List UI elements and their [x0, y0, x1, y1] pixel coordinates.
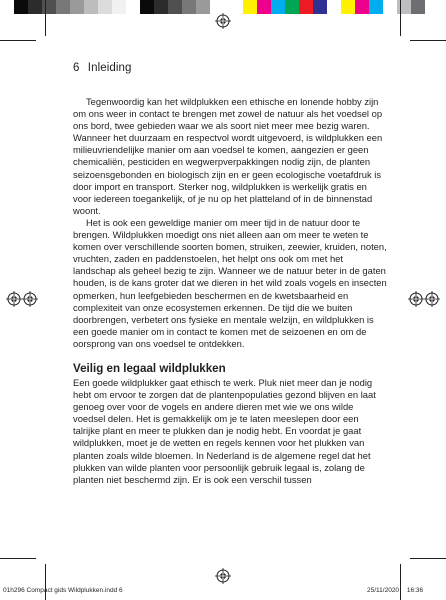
slug-time: 16:36: [406, 587, 424, 594]
crop-mark: [400, 0, 401, 36]
registration-mark-icon: [408, 291, 424, 307]
crop-mark: [410, 40, 446, 41]
color-swatch: [14, 0, 28, 14]
color-swatch: [243, 0, 257, 14]
paragraph: Het is ook een geweldige manier om meer tijd in de natuur door te brengen. Wildplukken moedigt ons niet alleen aan om meer te weten te komen over verschillende soorten bomen, struiken, zeewier, kruiden, noten, vruchten, zaden en paddenstoelen, het helpt ons ook om met het landschap als geheel bezig te zijn. Wanneer we de natuur beter in de gaten houden, is de kans groter dat we dieren in het wild zoals vogels en insecten opmerken, hun leefgebieden beschermen en de kwetsbaarheid en complexiteit van onze ecosystemen erkennen. De tijd die we buiten doorbrengen, verbetert ons fysieke en mentale welzijn, en wildplukken is een goede manier om in contact te komen met de seizoenen en om de oorsprong van ons voedsel te ontdekken.: [73, 216, 387, 349]
registration-mark-icon: [22, 291, 38, 307]
crop-mark: [400, 564, 401, 600]
page-number: 6: [73, 62, 80, 74]
color-swatch: [126, 0, 140, 14]
crop-mark: [0, 558, 36, 559]
color-swatch: [168, 0, 182, 14]
color-swatch: [112, 0, 126, 14]
color-calibration-bar-grayscale: [14, 0, 210, 14]
color-swatch: [154, 0, 168, 14]
color-swatch: [98, 0, 112, 14]
color-swatch: [313, 0, 327, 14]
registration-mark-icon: [215, 13, 231, 29]
section-heading: Veilig en legaal wildplukken: [73, 361, 226, 375]
color-swatch: [383, 0, 397, 14]
slug-filename: 01h296 Compact gids Wildplukken.indd 6: [3, 587, 123, 594]
crop-mark: [45, 564, 46, 600]
color-swatch: [341, 0, 355, 14]
color-swatch: [327, 0, 341, 14]
color-swatch: [84, 0, 98, 14]
color-swatch: [411, 0, 425, 14]
color-swatch: [257, 0, 271, 14]
color-swatch: [70, 0, 84, 14]
color-swatch: [355, 0, 369, 14]
color-swatch: [140, 0, 154, 14]
crop-mark: [45, 0, 46, 36]
chapter-title: Inleiding: [87, 62, 132, 74]
color-swatch: [196, 0, 210, 14]
crop-mark: [0, 40, 36, 41]
registration-mark-icon: [215, 568, 231, 584]
body-text: [73, 96, 387, 486]
slug-date: 25/11/2020: [367, 587, 400, 594]
color-swatch: [369, 0, 383, 14]
registration-mark-icon: [424, 291, 440, 307]
slug-timestamp: [367, 587, 423, 594]
color-swatch: [271, 0, 285, 14]
color-swatch: [182, 0, 196, 14]
color-swatch: [285, 0, 299, 14]
color-swatch: [28, 0, 42, 14]
paragraph: Tegenwoordig kan het wildplukken een ethische en lonende hobby zijn om ons weer in contact te brengen met zowel de natuur als het voedsel op ons bord, twee gebieden waar we als soort niet meer mee bezig waren. Wanneer het duurzaam en respectvol wordt uitgevoerd, is wildplukken een milieuvriendelijke manier om aan voedsel te komen, aangezien er geen chemicaliën, pesticiden en wegwerpverpakkingen nodig zijn, de planten seizoensgebonden en biologisch zijn en er geen ecologische voetafdruk is door import en transport. Sterker nog, wildplukken is werkelijk gratis en voor iedereen toegankelijk, of je nu op het platteland of in de binnenstad woont.: [73, 96, 383, 216]
color-calibration-bar-cmyk: [243, 0, 425, 14]
crop-mark: [410, 558, 446, 559]
registration-mark-icon: [6, 291, 22, 307]
color-swatch: [299, 0, 313, 14]
running-header: [73, 62, 132, 74]
paragraph: Een goede wildplukker gaat ethisch te werk. Pluk niet meer dan je nodig hebt om ervoor te zorgen dat de plantenpopulaties gezond blijven en laat genoeg over voor de vogels en andere dieren met wie we ons wilde voedsel delen. Het is gemakkelijk om je te laten meeslepen door een talrijke plant en meer te plukken dan je nodig hebt. En voordat je gaat wildplukken, moet je de wetten en regels kennen voor het plukken van planten zoals wilde bloemen. In Nederland is de algemene regel dat het plukken van wilde planten voor persoonlijk gebruik legaal is, zolang de planten niet beschermd zijn. Er is ook een verschil tussen: [73, 376, 376, 485]
color-swatch: [56, 0, 70, 14]
